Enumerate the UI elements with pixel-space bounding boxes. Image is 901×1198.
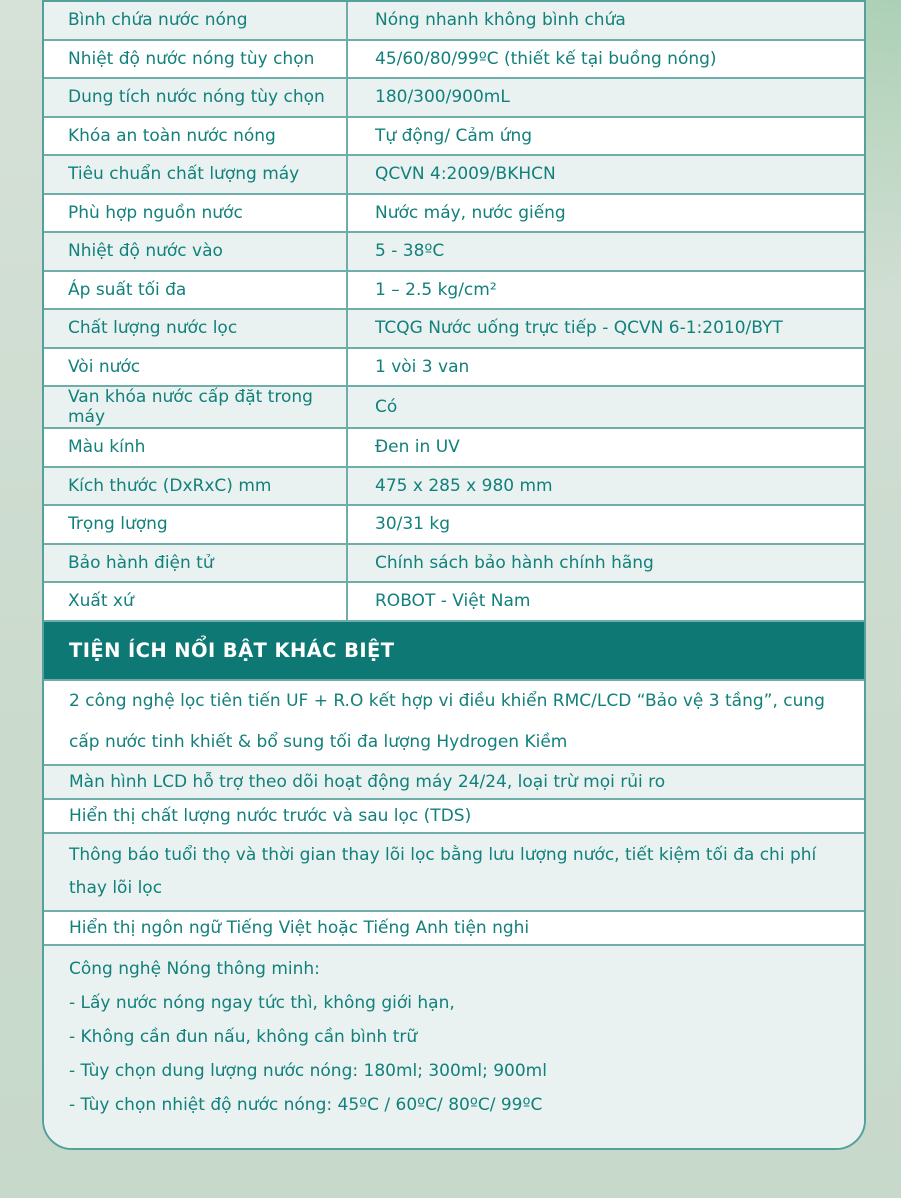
spec-label: Tiêu chuẩn chất lượng máy xyxy=(44,156,348,193)
spec-label: Xuất xứ xyxy=(44,583,348,620)
spec-label: Màu kính xyxy=(44,429,348,466)
spec-value: 1 – 2.5 kg/cm² xyxy=(375,279,497,300)
spec-label: Kích thước (DxRxC) mm xyxy=(44,468,348,505)
feature-text: Màn hình LCD hỗ trợ theo dõi hoạt động máy 24/24, loại trừ mọi rủi ro xyxy=(69,771,666,792)
feature-text: Hiển thị ngôn ngữ Tiếng Việt hoặc Tiếng Anh tiện nghi xyxy=(69,918,530,939)
spec-value: 30/31 kg xyxy=(375,514,451,535)
table-row xyxy=(44,310,864,349)
feature-line: - Tùy chọn dung lượng nước nóng: 180ml; 300ml; 900ml xyxy=(69,1061,547,1082)
feature-line: - Không cần đun nấu, không cần bình trữ xyxy=(69,1027,418,1048)
spec-label: Bình chứa nước nóng xyxy=(44,2,348,39)
section-title: TIỆN ÍCH NỔI BẬT KHÁC BIỆT xyxy=(69,638,395,662)
features-list xyxy=(44,681,864,1151)
spec-label: Khóa an toàn nước nóng xyxy=(44,118,348,155)
table-row xyxy=(44,2,864,41)
spec-value: 180/300/900mL xyxy=(375,87,510,108)
spec-label: Van khóa nước cấp đặt trong máy xyxy=(44,387,348,427)
table-row xyxy=(44,118,864,157)
table-row xyxy=(44,272,864,311)
feature-item xyxy=(44,834,864,912)
feature-text: 2 công nghệ lọc tiên tiến UF + R.O kết hợp vi điều khiển RMC/LCD “Bảo vệ 3 tầng”, cung cấp nước tinh khiết & bổ sung tối đa lượng Hydrogen Kiềm xyxy=(69,690,825,753)
table-row xyxy=(44,545,864,584)
table-row xyxy=(44,387,864,429)
feature-line: Công nghệ Nóng thông minh: xyxy=(69,959,320,980)
feature-item xyxy=(44,766,864,800)
spec-value: 475 x 285 x 980 mm xyxy=(375,475,553,496)
feature-line: - Lấy nước nóng ngay tức thì, không giới hạn, xyxy=(69,993,455,1014)
spec-label: Nhiệt độ nước nóng tùy chọn xyxy=(44,41,348,78)
spec-value: 1 vòi 3 van xyxy=(375,356,470,377)
section-header-band xyxy=(44,622,864,681)
table-row xyxy=(44,41,864,80)
spec-label: Phù hợp nguồn nước xyxy=(44,195,348,232)
table-row xyxy=(44,79,864,118)
spec-value: Đen in UV xyxy=(375,437,460,458)
table-row xyxy=(44,506,864,545)
table-row xyxy=(44,349,864,388)
spec-label: Nhiệt độ nước vào xyxy=(44,233,348,270)
spec-value: TCQG Nước uống trực tiếp - QCVN 6-1:2010/BYT xyxy=(375,318,783,339)
table-row xyxy=(44,583,864,622)
spec-value: Chính sách bảo hành chính hãng xyxy=(375,552,654,573)
spec-label: Vòi nước xyxy=(44,349,348,386)
spec-value: 45/60/80/99ºC (thiết kế tại buồng nóng) xyxy=(375,48,717,69)
feature-text: Thông báo tuổi thọ và thời gian thay lõi lọc bằng lưu lượng nước, tiết kiệm tối đa chi phí thay lõi lọc xyxy=(69,844,817,898)
spec-label: Trọng lượng xyxy=(44,506,348,543)
spec-label: Áp suất tối đa xyxy=(44,272,348,309)
feature-text: Hiển thị chất lượng nước trước và sau lọc (TDS) xyxy=(69,805,472,826)
spec-value: ROBOT - Việt Nam xyxy=(375,591,531,612)
spec-value: Tự động/ Cảm ứng xyxy=(375,125,533,146)
spec-label: Bảo hành điện tử xyxy=(44,545,348,582)
feature-item xyxy=(44,946,864,1150)
spec-label: Dung tích nước nóng tùy chọn xyxy=(44,79,348,116)
spec-value: 5 - 38ºC xyxy=(375,241,445,262)
spec-value: Nóng nhanh không bình chứa xyxy=(375,10,626,31)
spec-value: Nước máy, nước giếng xyxy=(375,202,566,223)
feature-item xyxy=(44,800,864,834)
table-row xyxy=(44,195,864,234)
table-row xyxy=(44,429,864,468)
table-row xyxy=(44,233,864,272)
feature-item xyxy=(44,681,864,766)
spec-value: Có xyxy=(375,397,398,417)
spec-value: QCVN 4:2009/BKHCN xyxy=(375,164,556,185)
feature-line: - Tùy chọn nhiệt độ nước nóng: 45ºC / 60ºC/ 80ºC/ 99ºC xyxy=(69,1095,543,1116)
spec-label: Chất lượng nước lọc xyxy=(44,310,348,347)
spec-table xyxy=(44,2,864,622)
table-row xyxy=(44,468,864,507)
table-row xyxy=(44,156,864,195)
product-spec-card xyxy=(42,0,866,1150)
feature-item xyxy=(44,912,864,946)
